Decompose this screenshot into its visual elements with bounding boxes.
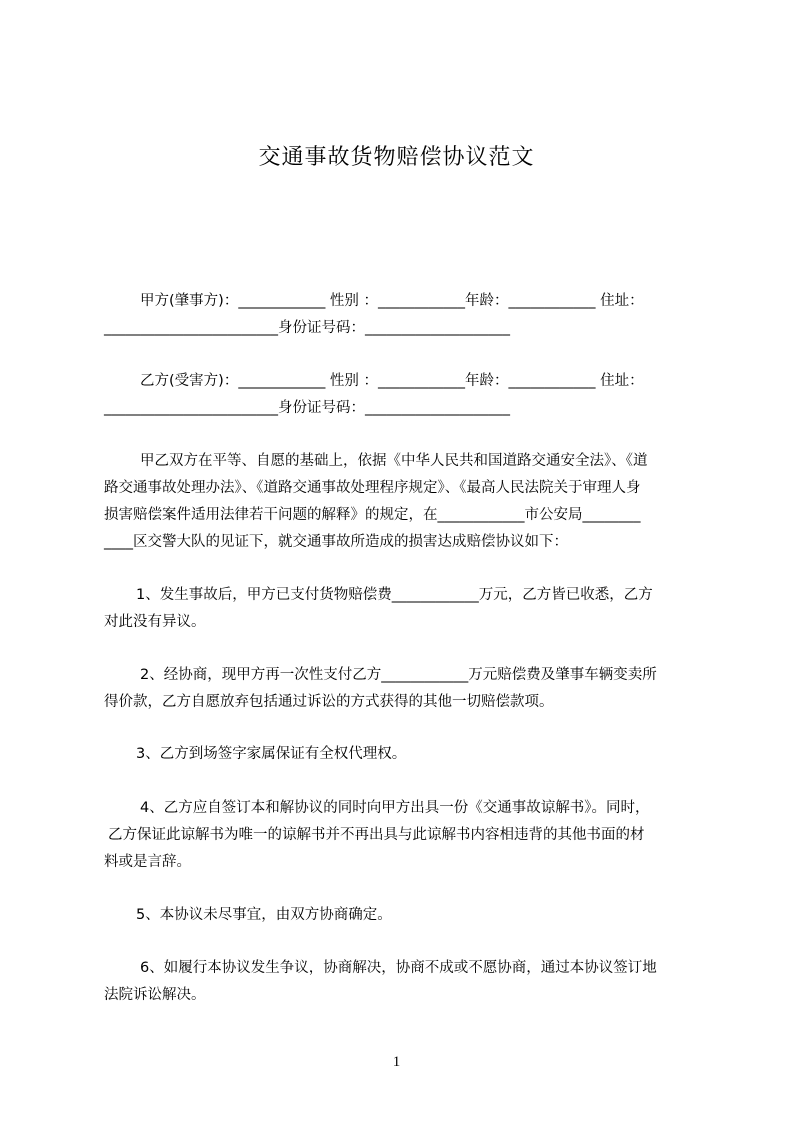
intro-line-3: 损害赔偿案件适用法律若干问题的解释》的规定，在____________市公安局________	[104, 507, 641, 523]
clause-2-line-2: 得价款，乙方自愿放弃包括通过诉讼的方式获得的其他一切赔偿款项。	[104, 694, 554, 710]
document-title: 交通事故货物赔偿协议范文	[258, 145, 535, 170]
clause-4-line-2: 乙方保证此谅解书为唯一的谅解书并不再出具与此谅解书内容相违背的其他书面的材	[108, 827, 645, 843]
intro-line-1: 甲乙双方在平等、自愿的基础上，依据《中华人民共和国道路交通安全法》、《道	[140, 453, 648, 469]
party-b-line-2: ________________________身份证号码：____________________	[104, 400, 510, 416]
intro-line-2: 路交通事故处理办法》、《道路交通事故处理程序规定》、《最高人民法院关于审理人身	[104, 480, 641, 496]
clause-1-line-2: 对此没有异议。	[104, 614, 206, 630]
clause-6-line-1: 6、如履行本协议发生争议，协商解决，协商不成或不愿协商，通过本协议签订地	[140, 960, 657, 976]
party-a-line-2: ________________________身份证号码：____________________	[104, 320, 510, 336]
clause-4-line-1: 4、乙方应自签订本和解协议的同时向甲方出具一份《交通事故谅解书》。同时，	[140, 800, 650, 816]
intro-line-4: ____区交警大队的见证下，就交通事故所造成的损害达成赔偿协议如下：	[104, 534, 568, 550]
page-number: 1	[392, 1054, 401, 1070]
party-b-line-1: 乙方(受害方)：____________ 性别 ：____________年龄：____________ 住址：	[140, 373, 644, 389]
clause-5-line-1: 5、本协议未尽事宜，由双方协商确定。	[136, 907, 392, 923]
clause-4-line-3: 料或是言辞。	[104, 854, 191, 870]
clause-1-line-1: 1、发生事故后，甲方已支付货物赔偿费____________万元，乙方皆已收悉，乙方	[136, 587, 653, 603]
clause-6-line-2: 法院诉讼解决。	[104, 987, 206, 1003]
party-a-line-1: 甲方(肇事方)：____________ 性别 ：____________年龄：____________ 住址：	[140, 293, 644, 309]
clause-2-line-1: 2、经协商，现甲方再一次性支付乙方____________万元赔偿费及肇事车辆变卖所	[140, 667, 657, 683]
clause-3-line-1: 3、乙方到场签字家属保证有全权代理权。	[136, 746, 407, 762]
